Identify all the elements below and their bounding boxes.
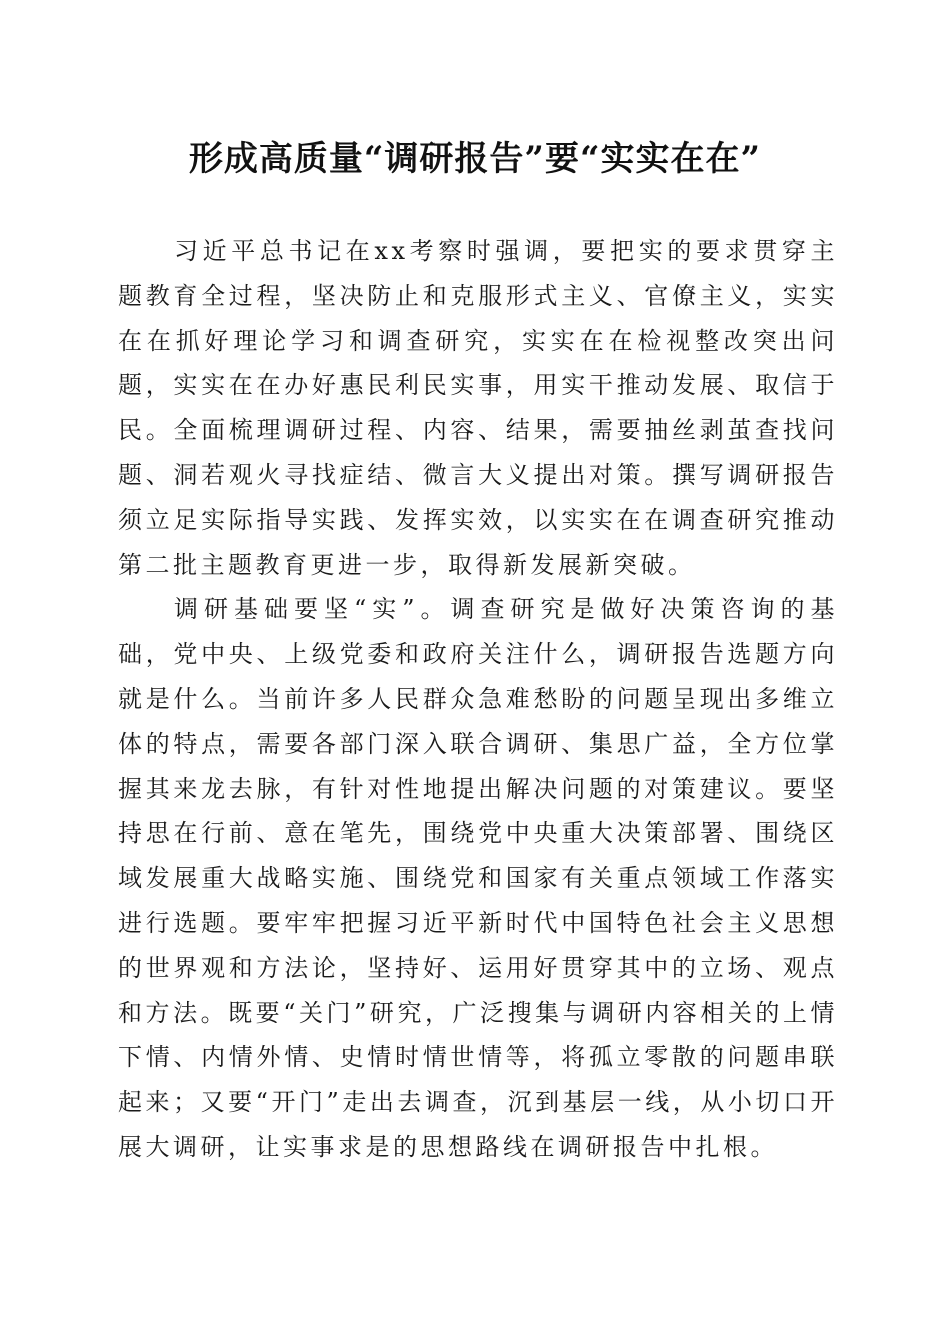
document-body bbox=[118, 229, 838, 1170]
paragraph-intro: 习近平总书记在xx考察时强调，要把实的要求贯穿主题教育全过程，坚决防止和克服形式主义、官僚主义，实实在在抓好理论学习和调查研究，实实在在检视整改突出问题，实实在在办好惠民利民实事，用实干推动发展、取信于民。全面梳理调研过程、内容、结果，需要抽丝剥茧查找问题、洞若观火寻找症结、微言大义提出对策。撰写调研报告须立足实际指导实践、发挥实效，以实实在在调查研究推动第二批主题教育更进一步，取得新发展新突破。 bbox=[118, 237, 838, 579]
paragraph-research-foundation: 调研基础要坚“实”。调查研究是做好决策咨询的基础，党中央、上级党委和政府关注什么，调研报告选题方向就是什么。当前许多人民群众急难愁盼的问题呈现出多维立体的特点，需要各部门深入联合调研、集思广益，全方位掌握其来龙去脉，有针对性地提出解决问题的对策建议。要坚持思在行前、意在笔先，围绕党中央重大决策部署、围绕区域发展重大战略实施、围绕党和国家有关重点领域工作落实进行选题。要牢牢把握习近平新时代中国特色社会主义思想的世界观和方法论，坚持好、运用好贯穿其中的立场、观点和方法。既要“关门”研究，广泛搜集与调研内容相关的上情下情、内情外情、史情时情世情等，将孤立零散的问题串联起来；又要“开门”走出去调查，沉到基层一线，从小切口开展大调研，让实事求是的思想路线在调研报告中扎根。 bbox=[118, 595, 838, 1161]
document-title: 形成高质量“调研报告”要“实实在在” bbox=[188, 139, 762, 179]
